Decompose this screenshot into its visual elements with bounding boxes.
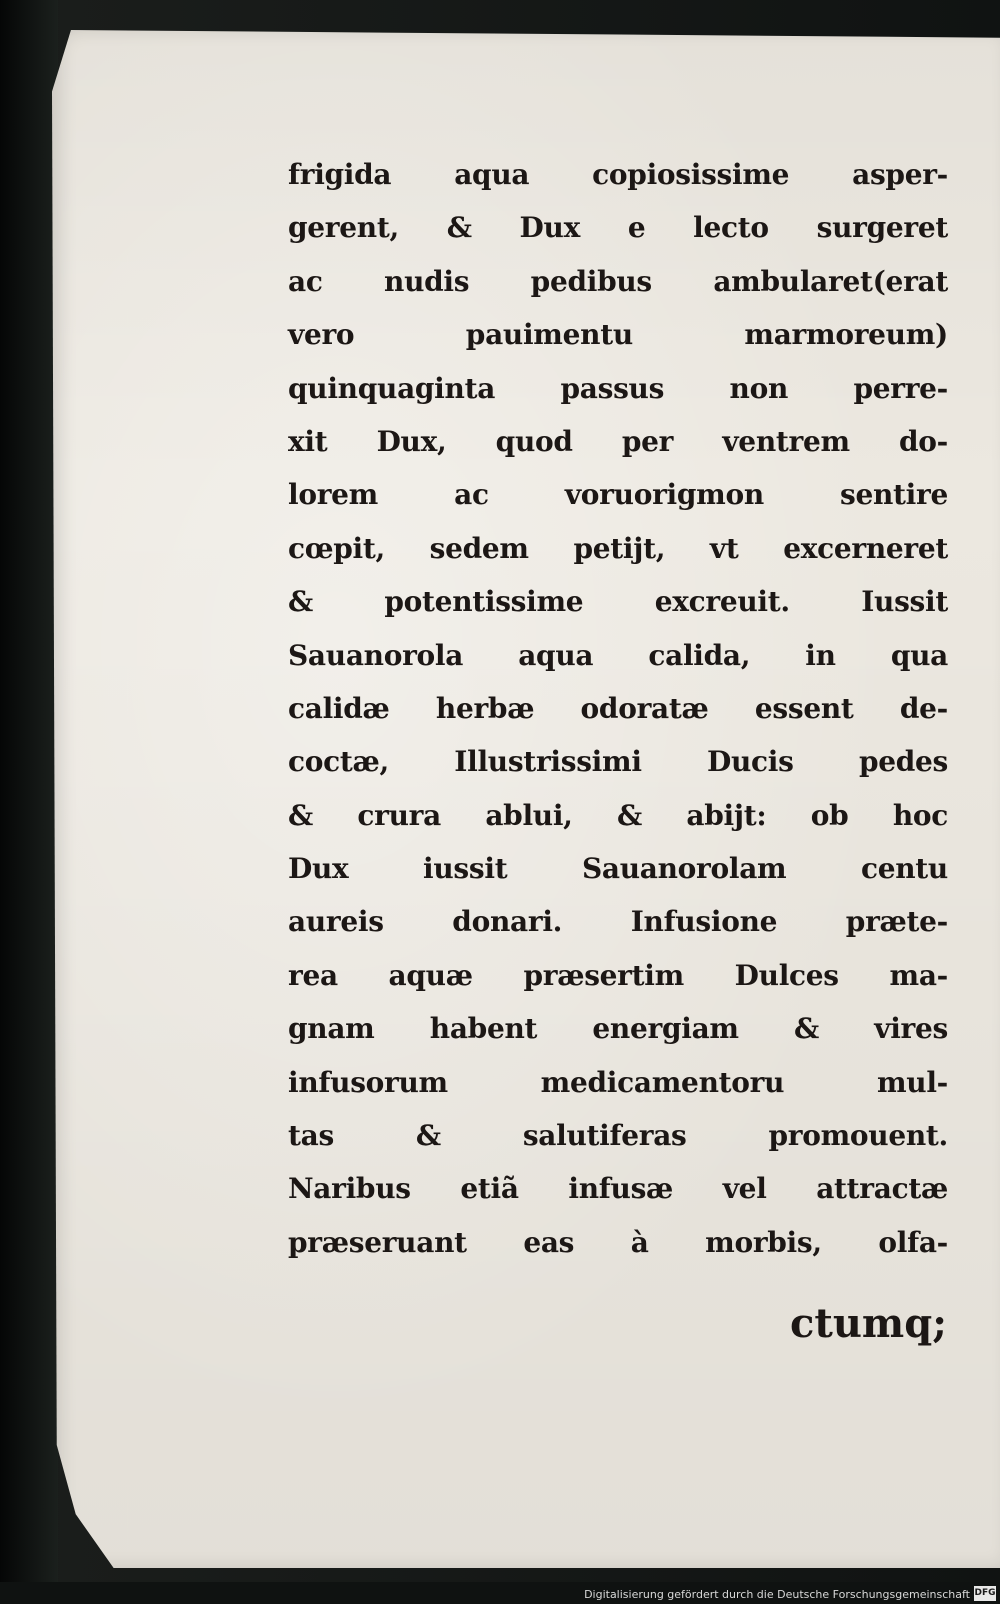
text-line: Naribus etiã infusæ vel attractæ: [288, 1172, 948, 1206]
page-text: [288, 148, 948, 1269]
text-line: Dux iussit Sauanorolam centu: [288, 852, 948, 886]
text-line: gnam habent energiam & vires: [288, 1012, 948, 1046]
text-line: & potentissime excreuit. Iussit: [288, 585, 948, 619]
text-line: coctæ, Illustrissimi Ducis pedes: [288, 745, 948, 779]
dfg-logo-icon: DFG: [974, 1586, 996, 1601]
footer-bar: [0, 1582, 1000, 1604]
text-line: calidæ herbæ odoratæ essent de-: [288, 691, 948, 725]
text-line: tas & salutiferas promouent.: [288, 1119, 948, 1153]
catchword: ctumq;: [790, 1300, 947, 1347]
text-line: quinquaginta passus non perre-: [288, 371, 948, 405]
text-line: lorem ac voruorigmon sentire: [288, 478, 948, 512]
book-spine-shadow: [0, 0, 58, 1604]
text-line: aureis donari. Infusione præte-: [288, 905, 948, 939]
funding-credit: Digitalisierung gefördert durch die Deutsche Forschungsgemeinschaft: [584, 1588, 970, 1601]
text-line: præseruant eas à morbis, olfa-: [288, 1225, 948, 1259]
text-line: xit Dux, quod per ventrem do-: [288, 424, 948, 458]
text-line: cœpit, sedem petijt, vt excerneret: [288, 531, 948, 565]
text-line: & crura ablui, & abijt: ob hoc: [288, 798, 948, 832]
text-line: Sauanorola aqua calida, in qua: [288, 638, 948, 672]
text-line: gerent, & Dux e lecto surgeret: [288, 211, 948, 245]
text-line: vero pauimentu marmoreum): [288, 318, 948, 352]
text-line: ac nudis pedibus ambularet(erat: [288, 264, 948, 298]
text-line: frigida aqua copiosissime asper-: [288, 158, 948, 191]
text-line: rea aquæ præsertim Dulces ma-: [288, 958, 948, 992]
text-line: infusorum medicamentoru mul-: [288, 1065, 948, 1099]
